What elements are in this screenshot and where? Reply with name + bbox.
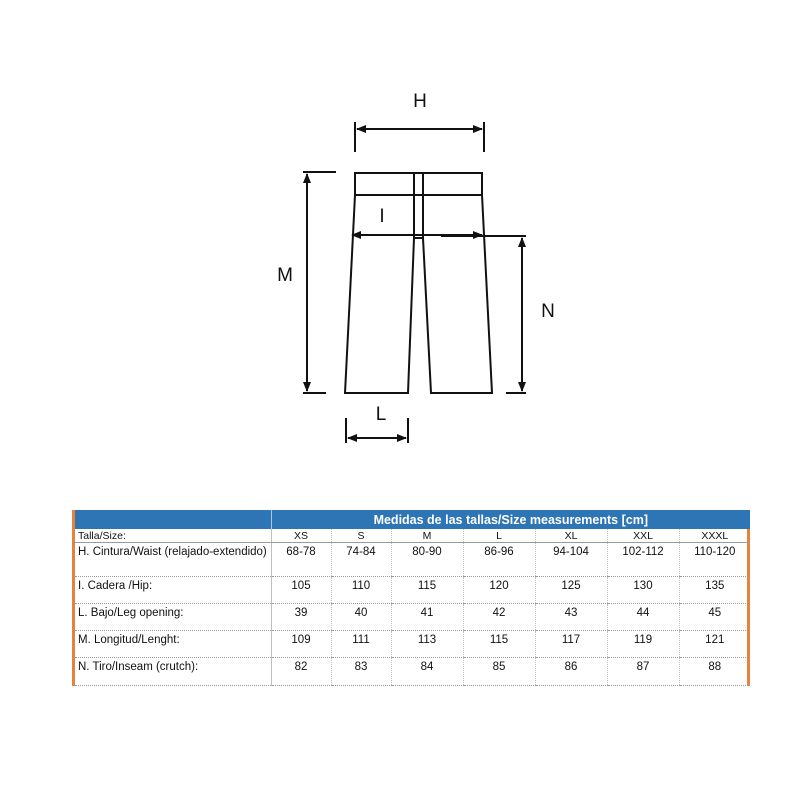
table-header: [75, 510, 750, 529]
size-label: Talla/Size:: [75, 529, 271, 543]
table-cell: 80-90: [391, 543, 463, 577]
table-cell: 88: [679, 658, 750, 686]
table-title: Medidas de las tallas/Size measurements [cm]: [271, 510, 750, 529]
row-label: M. Longitud/Lenght:: [75, 631, 271, 658]
table-cell: 94-104: [535, 543, 607, 577]
table-row-inseam: [75, 658, 750, 686]
label-n: N: [541, 301, 555, 322]
table-cell: 74-84: [331, 543, 391, 577]
table-cell: 86-96: [463, 543, 535, 577]
table-cell: 102-112: [607, 543, 679, 577]
table-cell: 40: [331, 604, 391, 631]
size-cell: XXXL: [679, 529, 750, 543]
dimension-m-line: [303, 172, 336, 393]
table-cell: 82: [271, 658, 331, 686]
table-cell: 125: [535, 577, 607, 604]
size-measurement-table: [72, 510, 750, 686]
table-cell: 84: [391, 658, 463, 686]
table-cell: 45: [679, 604, 750, 631]
table-cell: 85: [463, 658, 535, 686]
table-cell: 44: [607, 604, 679, 631]
table-cell: 117: [535, 631, 607, 658]
table-cell: 42: [463, 604, 535, 631]
table-cell: 110-120: [679, 543, 750, 577]
label-i: I: [379, 206, 385, 227]
label-m: M: [277, 265, 293, 286]
row-label: L. Bajo/Leg opening:: [75, 604, 271, 631]
size-cell: XL: [535, 529, 607, 543]
table-cell: 86: [535, 658, 607, 686]
table-cell: 111: [331, 631, 391, 658]
table-cell: 39: [271, 604, 331, 631]
table-cell: 41: [391, 604, 463, 631]
table-cell: 120: [463, 577, 535, 604]
table-cell: 87: [607, 658, 679, 686]
table-cell: 135: [679, 577, 750, 604]
table-cell: 110: [331, 577, 391, 604]
table-cell: 113: [391, 631, 463, 658]
size-row: [75, 529, 750, 543]
table-cell: 68-78: [271, 543, 331, 577]
label-h: H: [413, 91, 427, 112]
table-cell: 105: [271, 577, 331, 604]
dimension-h-line: [355, 122, 484, 152]
size-cell: XXL: [607, 529, 679, 543]
label-l: L: [375, 404, 387, 425]
row-label: I. Cadera /Hip:: [75, 577, 271, 604]
dimension-n-line: [441, 236, 526, 393]
table-cell: 83: [331, 658, 391, 686]
table-row-waist: [75, 543, 750, 577]
table-cell: 109: [271, 631, 331, 658]
table-cell: 121: [679, 631, 750, 658]
right-leg: [423, 195, 492, 393]
row-label: N. Tiro/Inseam (crutch):: [75, 658, 271, 686]
size-cell: M: [391, 529, 463, 543]
table-cell: 119: [607, 631, 679, 658]
size-cell: S: [331, 529, 391, 543]
header-blank: [75, 510, 271, 529]
size-cell: XS: [271, 529, 331, 543]
table-cell: 130: [607, 577, 679, 604]
table-row-leg-opening: [75, 604, 750, 631]
table-cell: 115: [391, 577, 463, 604]
row-label: H. Cintura/Waist (relajado-extendido): [75, 543, 271, 577]
table-cell: 115: [463, 631, 535, 658]
pants-outline: [345, 173, 492, 393]
size-cell: L: [463, 529, 535, 543]
table-row-hip: [75, 577, 750, 604]
waistband: [355, 173, 482, 195]
table-cell: 43: [535, 604, 607, 631]
table-row-length: [75, 631, 750, 658]
